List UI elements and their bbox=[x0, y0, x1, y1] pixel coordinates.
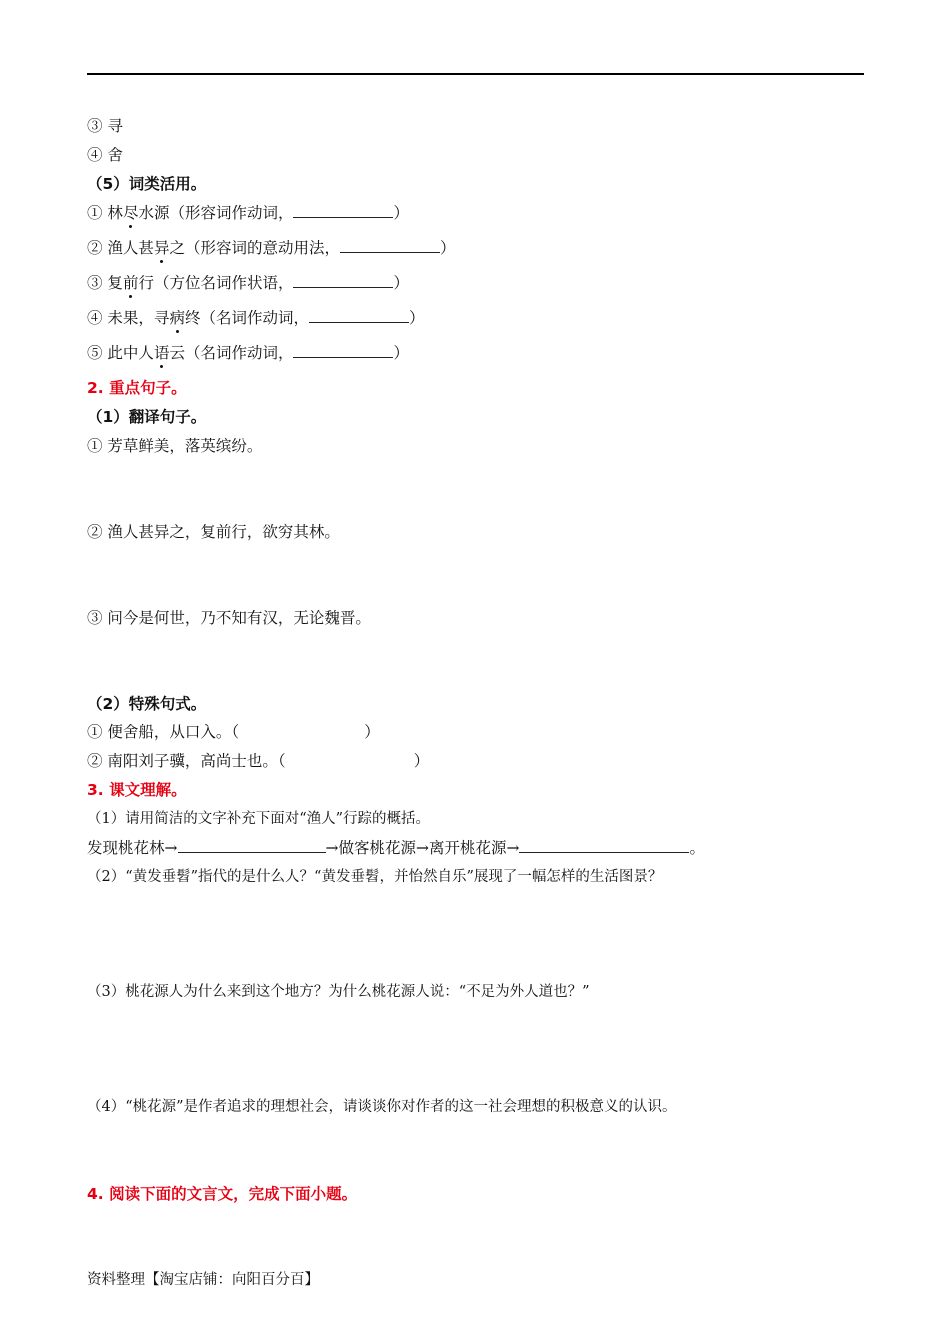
usage-item-4: ④ 未果，寻病终（名词作动词， ） bbox=[87, 309, 425, 327]
question-2: （2）“黄发垂髫”指代的是什么人？“黄发垂髫，并怡然自乐”展现了一幅怎样的生活图景？ bbox=[87, 869, 663, 885]
question-4: （4）“桃花源”是作者追求的理想社会，请谈谈你对作者的这一社会理想的积极意义的认识。 bbox=[87, 1099, 677, 1115]
sentence-1: ① 芳草鲜美，落英缤纷。 bbox=[87, 437, 263, 455]
special-2: ② 南阳刘子骥，高尚士也。（ ） bbox=[87, 752, 430, 770]
question-1: （1）请用简洁的文字补充下面对“渔人”行踪的概括。 bbox=[87, 811, 431, 827]
answer-blank[interactable] bbox=[293, 203, 393, 218]
emphasis-char: 前 bbox=[122, 274, 139, 292]
emphasis-char: 病 bbox=[169, 309, 185, 327]
emphasis-char: 尽 bbox=[122, 204, 139, 222]
emphasis-char: 异 bbox=[153, 239, 170, 257]
usage-item-1: ① 林尽水源（形容词作动词， ） bbox=[87, 204, 409, 222]
header-rule bbox=[87, 73, 864, 75]
answer-blank[interactable] bbox=[519, 838, 689, 853]
usage-item-5: ⑤ 此中人语云（名词作动词， ） bbox=[87, 344, 409, 362]
usage-item-2: ② 渔人甚异之（形容词的意动用法， ） bbox=[87, 239, 456, 257]
vocab-item-4: ④ 舍 bbox=[87, 146, 123, 164]
answer-blank[interactable] bbox=[293, 273, 393, 288]
answer-blank[interactable] bbox=[293, 343, 393, 358]
part2-sub1: （1）翻译句子。 bbox=[87, 408, 207, 426]
emphasis-char: 语 bbox=[153, 344, 170, 362]
answer-blank[interactable] bbox=[178, 838, 326, 853]
footer: 资料整理【淘宝店铺：向阳百分百】 bbox=[87, 1272, 319, 1288]
answer-blank[interactable] bbox=[309, 308, 409, 323]
part2-sub2: （2）特殊句式。 bbox=[87, 695, 207, 713]
part3-heading: 3. 课文理解。 bbox=[87, 781, 187, 799]
section5-title: （5）词类活用。 bbox=[87, 175, 207, 193]
question-3: （3）桃花源人为什么来到这个地方？为什么桃花源人说：“不足为外人道也？” bbox=[87, 984, 590, 1000]
answer-blank[interactable] bbox=[340, 238, 440, 253]
special-1: ① 便舍船，从口入。（ ） bbox=[87, 723, 380, 741]
sentence-3: ③ 问今是何世，乃不知有汉，无论魏晋。 bbox=[87, 609, 371, 627]
flow-line: 发现桃花林→ →做客桃花源→离开桃花源→ 。 bbox=[87, 839, 705, 857]
part2-heading: 2. 重点句子。 bbox=[87, 379, 187, 397]
vocab-item-3: ③ 寻 bbox=[87, 117, 123, 135]
usage-item-3: ③ 复前行（方位名词作状语， ） bbox=[87, 274, 409, 292]
sentence-2: ② 渔人甚异之，复前行，欲穷其林。 bbox=[87, 523, 340, 541]
part4-heading: 4. 阅读下面的文言文，完成下面小题。 bbox=[87, 1185, 358, 1203]
